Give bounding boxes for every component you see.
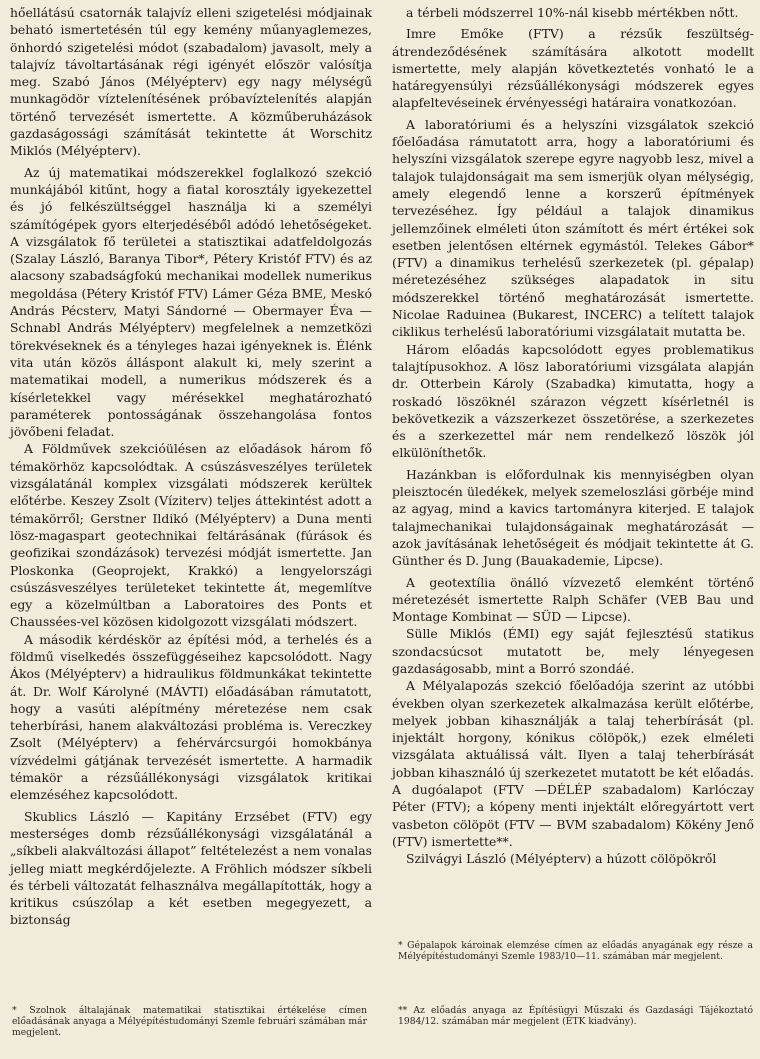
paragraph: Az új matematikai módszerekkel foglalkozó szekció munkájából kitűnt, hogy a fiatal korosztály igyekezettel és jó felkészültséggel használja ki a személyi számítógépek gyors elterjedéséből adódó lehetőségeket. A vizsgálatok fő területei a statisztikai adatfeldolgozás (Szalay László, Baranya Tibor*, Pétery Kristóf FTV) és az alacsony szabadságfokú mechanikai modellek numerikus megoldása (Pétery Kristóf FTV) Lámer Géza BME, Meskó András Pécsterv, Matyi Sándorné — Obermayer Éva — Schnabl András Mélyépterv) megfelelnek a nemzetközi törekvéseknek és a tényleges hazai igényeknek is. Élénk vita után közös álláspont alakult ki, mely szerint a matematikai modell, a numerikus módszerek és a kísérletekkel vagy mérésekkel meghatározható paraméterek pontosságának összehangolása fontos jövőbeni feladat. [10, 164, 372, 440]
footnote: ** Az előadás anyaga az Építésügyi Műszaki és Gazdasági Tájékoztató 1984/12. számában már megjelent (ÉTK kiadvány). [398, 1005, 753, 1028]
footnote: * Szolnok általajának matematikai statisztikai értékelése címen előadásának anyaga a Mélyépítéstudományi Szemle februári számában már megjelent. [12, 1005, 367, 1039]
paragraph: Három előadás kapcsolódott egyes problematikus talajtípusokhoz. A lösz laboratóriumi vizsgálata alapján dr. Otterbein Károly (Szabadka) kimutatta, hogy a roskadó löszöknél szárazon végzett kísérletnél is bekövetkezik a vázszerkezet összetörése, a szerkezetes és a szerkezettel már nem rendelkező löszök jól elkülöníthetők. [392, 341, 754, 461]
right-column [392, 4, 754, 868]
paragraph: Skublics László — Kapitány Erzsébet (FTV) egy mesterséges domb rézsűállékonysági vizsgálatánál a „síkbeli alakváltozási állapot” feltételezést a nem vonalas jelleg miatt megkérdőjelezte. A Fröhlich módszer síkbeli és térbeli változatát felhasználva megállapították, hogy a kritikus csúszólap a két esetben megegyezett, a biztonság [10, 808, 372, 928]
paragraph: A Mélyalapozás szekció főelőadója szerint az utóbbi években olyan szerkezetek alkalmazása került előtérbe, melyek jobban kihasználják a talaj teherbírását (pl. injektált horgony, kónikus cölöpök,) ezek elméleti vizsgálata aktuálissá vált. Ilyen a talaj teherbírását jobban kihasználó új szerkezetet mutatott be két előadás. A dugóalapot (FTV —DÉLÉP szabadalom) Karlóczay Péter (FTV); a kópeny menti injektált előregyártott vert vasbeton cölöpöt (FTV — BVM szabadalom) Kökény Jenő (FTV) ismertette**. [392, 678, 754, 849]
paragraph: A második kérdéskör az építési mód, a terhelés és a földmű viselkedés összefüggéseihez kapcsolódott. Nagy Ákos (Mélyépterv) a hidraulikus földmunkákat tekintette át. Dr. Wolf Károlyné (MÁVTI) előadásában rámutatott, hogy a vasúti alépítmény méretezése nem csak teherbírási, hanem alakváltozási probléma is. Vereczkey Zsolt (Mélyépterv) a fehérvárcsurgói homokbánya vízvédelmi gátjának tervezését ismertette. A harmadik témakör a rézsűállékonysági vizsgálatok kritikai elemzéséhez kapcsolódott. [10, 631, 372, 803]
paragraph: a térbeli módszerrel 10%-nál kisebb mértékben nőtt. [406, 5, 739, 20]
paragraph: A geotextília önálló vízvezető elemként történő méretezését ismertette Ralph Schäfer (VEB Bau und Montage Kombinat — SÜD — Lipcse). [392, 574, 754, 625]
paragraph: Hazánkban is előfordulnak kis mennyiségben olyan pleisztocén üledékek, melyek szemeloszlási görbéje mind az agyag, mind a kavics tartományra kiterjed. E talajok talajmechanikai tulajdonságainak meghatározását — azok javításának lehetőségeit és módjait tekintette át G. Günther és D. Jung (Bauakademie, Lipcse). [392, 466, 754, 569]
paragraph: A Földművek szekcióülésen az előadások három fő témakörhöz kapcsolódtak. A csúszásveszélyes területek vizsgálatánál komplex vizsgálati módszerek kerültek előtérbe. Keszey Zsolt (Víziterv) teljes áttekintést adott a témakörről; Gerstner Ildikó (Mélyépterv) a Duna menti lösz-magaspart geotechnikai feltárásának (fúrások és geofizikai szondázások) tervezési módját ismertette. Jan Ploskonka (Geoprojekt, Krakkó) a lengyelországi csúszásveszélyes területeket tekintette át, megemlítve egy a közelmúltban a Laboratoires des Ponts et Chaussées-vel közösen kidolgozott vizsgálati módszert. [10, 441, 372, 630]
left-column [10, 4, 372, 929]
paragraph: Imre Emőke (FTV) a rézsűk feszültség-átrendeződésének számítására alkotott modellt ismertette, mely alapján következtetés vonható le a határegyensúlyi rézsűállékonysági módszerek egyes alapfeltevéseinek érvényességi határaira vonatkozóan. [392, 26, 754, 111]
paragraph: A laboratóriumi és a helyszíni vizsgálatok szekció főelőadása rámutatott arra, hogy a laboratóriumi és helyszíni vizsgálatok szerepe egyre nagyobb lesz, mivel a talajok tulajdonságait ma sem ismerjük olyan mélységig, amely elegendő lenne a korszerű építmények tervezéséhez. Így például a talajok dinamikus jellemzőinek elméleti úton számított és mért értékei sok esetben jelentősen eltérnek egymástól. Telekes Gábor* (FTV) a dinamikus terhelésű szerkezetek (pl. gépalap) méretezéséhez szükséges alapadatok in situ módszerekkel történő meghatározását ismertette. Nicolae Raduinea (Bukarest, INCERC) a telített talajok ciklikus terhelésű laboratóriumi vizsgálatait mutatta be. [392, 116, 754, 340]
footnote: * Gépalapok károinak elemzése címen az előadás anyagának egy része a Mélyépítéstudományi Szemle 1983/10—11. számában már megjelent. [398, 940, 753, 963]
paragraph: hőellátású csatornák talajvíz elleni szigetelési módjainak beható ismertetésén túl egy kemény műanyaglemezes, önhordó szigetelési módot (szabadalom) javasolt, mely a talajvíz távoltartásának régi igényét először valósítja meg. Szabó János (Mélyépterv) egy nagy mélységű munkagödör víztelenítésének próbavíztelenítés alapján történő tervezését ismertette. A közműberuházások gazdaságossági számítását tekintette át Worschitz Miklós (Mélyépterv). [10, 5, 372, 159]
paragraph: Szilvágyi László (Mélyépterv) a húzott cölöpökről [406, 851, 717, 867]
paragraph: Sülle Miklós (ÉMI) egy saját fejlesztésű statikus szondacsúcsot mutatott be, mely lényegesen gazdaságosabb, mint a Borró szondáé. [392, 626, 754, 676]
